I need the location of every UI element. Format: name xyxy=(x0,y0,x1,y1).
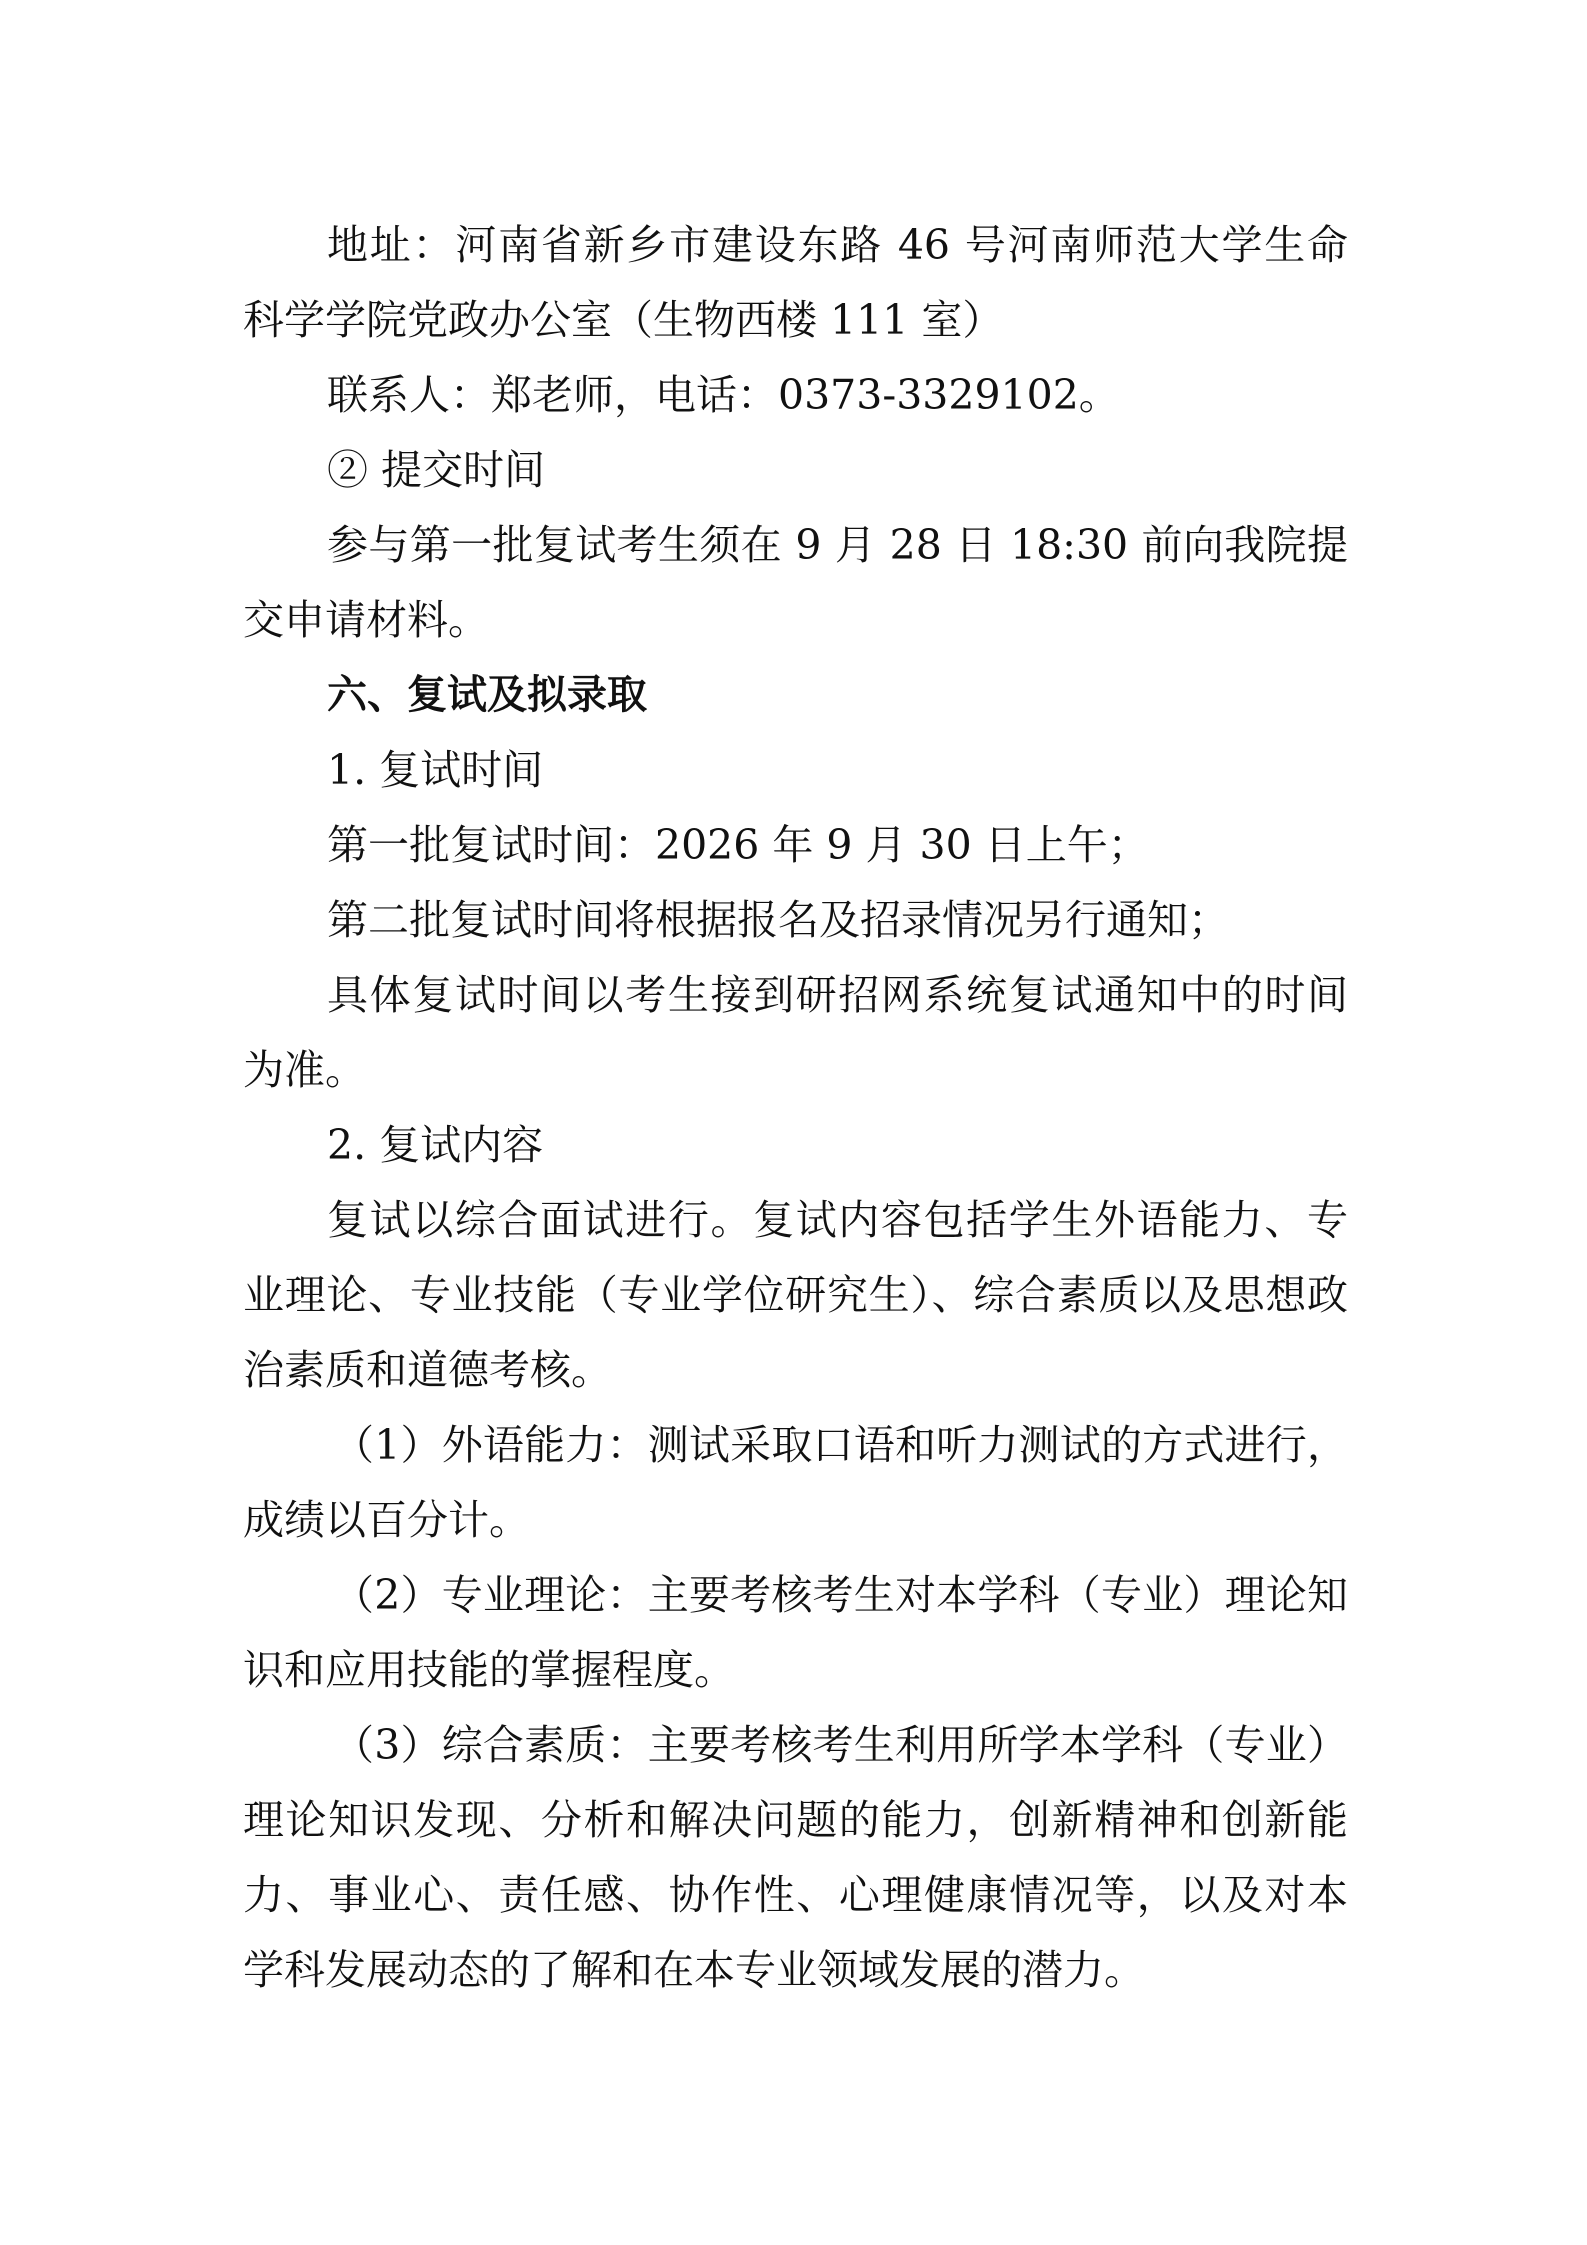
submit-time-title: ② 提交时间 xyxy=(327,446,546,494)
retest-content-paragraph: 复试以综合面试进行。复试内容包括学生外语能力、专业理论、专业技能（专业学位研究生）、综合素质以及思想政治素质和道德考核。 xyxy=(243,1196,1348,1394)
professional-theory-item: （2）专业理论：主要考核考生对本学科（专业）理论知识和应用技能的掌握程度。 xyxy=(243,1571,1348,1694)
retest-time-title: 1. 复试时间 xyxy=(327,746,544,794)
submit-time-paragraph: 参与第一批复试考生须在 9 月 28 日 18:30 前向我院提交申请材料。 xyxy=(243,521,1348,644)
comprehensive-quality-item: （3）综合素质：主要考核考生利用所学本学科（专业）理论知识发现、分析和解决问题的能力，创新精神和创新能力、事业心、责任感、协作性、心理健康情况等，以及对本学科发展动态的了解和在本专业领域发展的潜力。 xyxy=(243,1721,1348,1994)
second-batch-paragraph: 第二批复试时间将根据报名及招录情况另行通知； xyxy=(327,896,1229,944)
specific-time-paragraph: 具体复试时间以考生接到研招网系统复试通知中的时间为准。 xyxy=(243,971,1348,1094)
contact-paragraph: 联系人：郑老师，电话：0373-3329102。 xyxy=(327,371,1120,419)
document-body xyxy=(243,208,1348,2008)
address-paragraph: 地址：河南省新乡市建设东路 46 号河南师范大学生命科学学院党政办公室（生物西楼 111 室） xyxy=(243,221,1348,344)
retest-content-title: 2. 复试内容 xyxy=(327,1121,544,1169)
first-batch-paragraph: 第一批复试时间：2026 年 9 月 30 日上午； xyxy=(327,821,1149,869)
foreign-language-item: （1）外语能力：测试采取口语和听力测试的方式进行，成绩以百分计。 xyxy=(243,1421,1348,1544)
section-heading: 六、复试及拟录取 xyxy=(327,672,647,718)
